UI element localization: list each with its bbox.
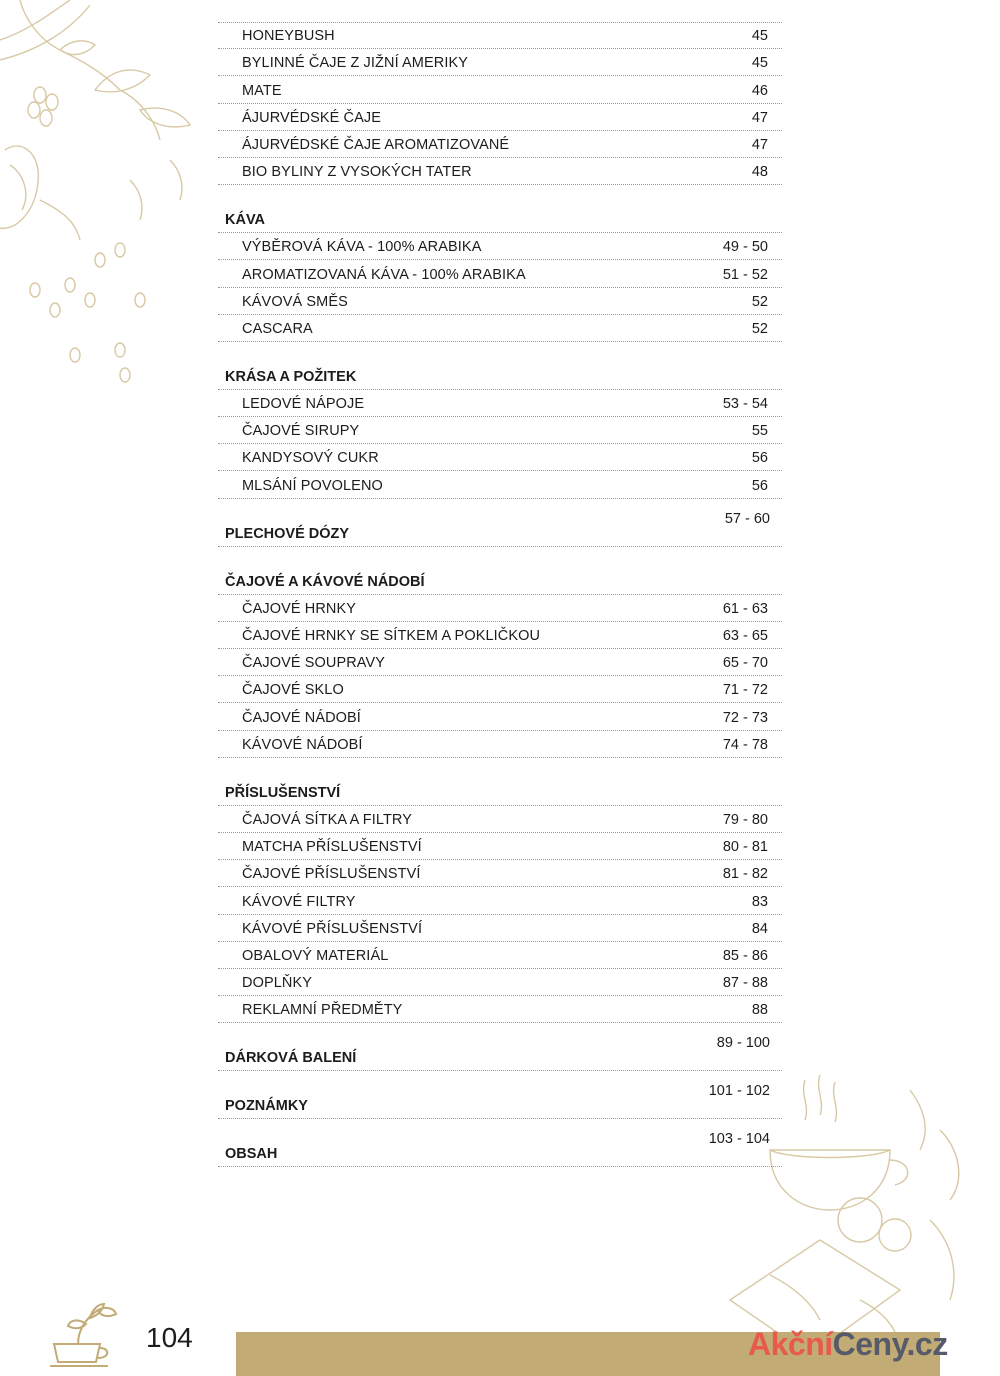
toc-section-heading [218,1119,782,1167]
entry-page: 45 [751,28,768,45]
entry-page: 47 [751,136,768,153]
entry-page: 72 - 73 [722,709,768,726]
entry-name: BIO BYLINY Z VYSOKÝCH TATER [242,164,472,181]
section-page: 103 - 104 [708,1131,770,1148]
entry-page: 53 - 54 [722,396,768,413]
entry-name: KÁVOVÉ NÁDOBÍ [242,736,363,753]
toc-row [218,260,782,287]
entry-name: MATCHA PŘÍSLUŠENSTVÍ [242,839,422,856]
entry-page: 51 - 52 [722,266,768,283]
tea-cup-with-leaves-icon [48,1300,120,1368]
entry-page: 81 - 82 [722,866,768,883]
toc-row [218,49,782,76]
toc-row [218,833,782,860]
entry-page: 84 [751,920,768,937]
toc-row [218,233,782,260]
toc-row [218,649,782,676]
toc-row [218,969,782,996]
toc-entries [218,22,782,1167]
entry-page: 79 - 80 [722,811,768,828]
entry-name: ČAJOVÉ SOUPRAVY [242,655,386,672]
toc-section-heading [218,758,782,806]
section-title: DÁRKOVÁ BALENÍ [225,1050,357,1067]
entry-page: 49 - 50 [722,239,768,256]
section-title: KÁVA [225,212,266,229]
entry-page: 74 - 78 [722,736,768,753]
entry-name: VÝBĚROVÁ KÁVA - 100% ARABIKA [242,239,482,256]
entry-page: 55 [751,423,768,440]
toc-row [218,703,782,730]
entry-name: OBALOVÝ MATERIÁL [242,947,389,964]
toc-section-heading [218,342,782,390]
toc-row [218,806,782,833]
entry-page: 47 [751,109,768,126]
entry-page: 83 [751,893,768,910]
entry-name: ÁJURVÉDSKÉ ČAJE [242,109,382,126]
entry-name: ČAJOVÉ HRNKY SE SÍTKEM A POKLIČKOU [242,628,541,644]
entry-page: 45 [751,55,768,72]
entry-name: DOPLŇKY [242,975,312,992]
toc-row [218,860,782,887]
entry-page: 56 [751,450,768,467]
toc-section-heading [218,499,782,547]
section-title: PŘÍSLUŠENSTVÍ [225,784,341,801]
toc-row [218,915,782,942]
entry-name: AROMATIZOVANÁ KÁVA - 100% ARABIKA [242,266,526,283]
toc-section-heading [218,547,782,595]
section-page: 101 - 102 [708,1083,770,1100]
section-title: OBSAH [225,1146,278,1163]
toc-row [218,22,782,49]
entry-name: REKLAMNÍ PŘEDMĚTY [242,1002,403,1019]
toc-section-heading [218,1023,782,1071]
botanical-decoration [0,0,220,400]
toc-row [218,676,782,703]
section-title: PLECHOVÉ DÓZY [225,525,350,542]
toc-row [218,942,782,969]
entry-page: 87 - 88 [722,975,768,992]
entry-name: LEDOVÉ NÁPOJE [242,396,365,413]
toc-section-heading [218,185,782,233]
entry-name: ČAJOVÉ HRNKY [242,600,356,617]
toc-row [218,76,782,103]
toc-row [218,104,782,131]
entry-name: ČAJOVÉ SIRUPY [242,423,360,440]
entry-name: KÁVOVÉ FILTRY [242,893,356,910]
entry-name: ČAJOVÉ PŘÍSLUŠENSTVÍ [242,866,421,883]
entry-name: HONEYBUSH [242,28,335,45]
toc-row [218,731,782,758]
entry-name: KÁVOVÁ SMĚS [242,293,348,310]
entry-page: 61 - 63 [722,600,768,617]
entry-name: ČAJOVÉ NÁDOBÍ [242,709,361,726]
toc-row [218,887,782,914]
entry-page: 71 - 72 [722,682,768,699]
watermark [748,1326,948,1363]
watermark-part1: Akční [748,1326,833,1362]
page-number: 104 [146,1322,193,1353]
toc-row [218,417,782,444]
entry-page: 65 - 70 [722,655,768,672]
section-title: KRÁSA A POŽITEK [225,368,357,385]
toc-row [218,288,782,315]
toc-row [218,595,782,622]
entry-page: 88 [751,1002,768,1019]
toc-row [218,158,782,185]
watermark-part2: Ceny.cz [832,1326,948,1362]
toc-row [218,315,782,342]
section-title: ČAJOVÉ A KÁVOVÉ NÁDOBÍ [225,573,425,590]
entry-name: ČAJOVÁ SÍTKA A FILTRY [242,811,412,828]
toc-row [218,996,782,1023]
entry-name: CASCARA [242,320,313,337]
section-title: POZNÁMKY [225,1098,308,1115]
entry-name: KÁVOVÉ PŘÍSLUŠENSTVÍ [242,920,423,937]
toc-row [218,622,782,649]
toc-row [218,131,782,158]
entry-page: 80 - 81 [722,839,768,856]
section-page: 57 - 60 [724,510,770,527]
entry-page: 56 [751,477,768,494]
toc-row [218,471,782,498]
section-page: 89 - 100 [716,1035,770,1052]
toc-section-heading [218,1071,782,1119]
entry-page: 48 [751,164,768,181]
entry-name: ČAJOVÉ SKLO [242,682,344,699]
entry-name: ÁJURVÉDSKÉ ČAJE AROMATIZOVANÉ [242,136,510,153]
entry-page: 52 [751,320,768,337]
toc-row [218,444,782,471]
toc-row [218,390,782,417]
entry-name: MLSÁNÍ POVOLENO [242,477,383,494]
entry-name: BYLINNÉ ČAJE Z JIŽNÍ AMERIKY [242,55,468,72]
entry-page: 46 [751,82,768,99]
entry-name: MATE [242,82,282,99]
entry-name: KANDYSOVÝ CUKR [242,450,379,467]
entry-page: 52 [751,293,768,310]
entry-page: 63 - 65 [722,628,768,644]
entry-page: 85 - 86 [722,947,768,964]
